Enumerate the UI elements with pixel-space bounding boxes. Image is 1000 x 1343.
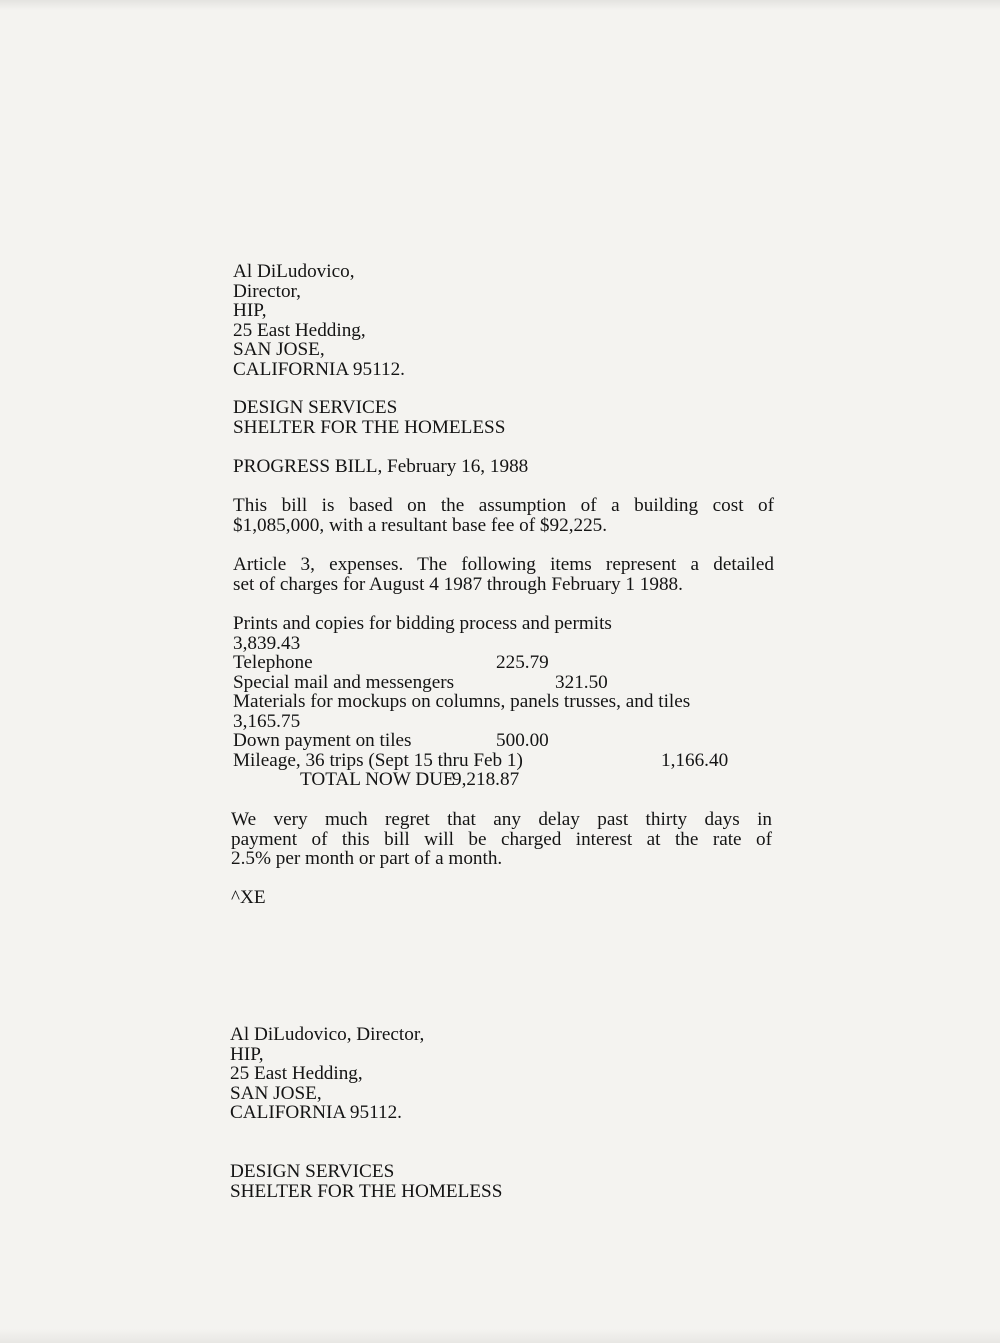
subject-line: SHELTER FOR THE HOMELESS (230, 1180, 503, 1202)
paragraph-line: $1,085,000, with a resultant base fee of $92,225. (233, 514, 608, 536)
item-label: Telephone (233, 652, 313, 673)
paragraph-line: 2.5% per month or part of a month. (231, 848, 503, 869)
paragraph-line: This bill is based on the assumption of a building cost of (233, 495, 774, 516)
item-label: Special mail and messengers (233, 671, 455, 693)
paragraph-line: payment of this bill will be charged interest at the rate of (231, 828, 772, 850)
subject-line: SHELTER FOR THE HOMELESS (233, 416, 506, 438)
item-amount: 1,166.40 (661, 749, 729, 771)
paragraph-interest (231, 810, 772, 869)
subject-line: DESIGN SERVICES (230, 1161, 395, 1182)
item-label: Prints and copies for bidding process and permits (233, 613, 612, 634)
address-line: SAN JOSE, (233, 339, 325, 360)
expense-items (233, 614, 793, 790)
recipient-address (233, 262, 405, 379)
paragraph-line: set of charges for August 4 1987 through February 1 1988. (233, 573, 683, 595)
address-line: CALIFORNIA 95112. (230, 1102, 402, 1123)
address-line: 25 East Hedding, (233, 319, 366, 341)
item-label: Mileage, 36 trips (Sept 15 thru Feb 1) (233, 749, 523, 771)
item-label: Down payment on tiles (233, 730, 412, 751)
total-amount: 9,218.87 (452, 769, 520, 790)
subject-block (233, 398, 505, 437)
control-code: ^XE (231, 887, 266, 908)
address-line: CALIFORNIA 95112. (233, 358, 405, 380)
address-line: SAN JOSE, (230, 1082, 322, 1104)
paragraph-line: We very much regret that any delay past thirty days in (231, 809, 772, 830)
bill-heading: PROGRESS BILL, February 16, 1988 (233, 456, 529, 477)
page-top-edge (0, 0, 1000, 10)
item-amount: 3,165.75 (233, 710, 301, 732)
second-recipient-address (230, 1025, 424, 1123)
expense-item-materials-amount (233, 712, 793, 732)
address-line: Al DiLudovico, Director, (230, 1024, 425, 1045)
second-subject-block (230, 1162, 502, 1201)
page-bottom-edge (0, 1329, 1000, 1343)
paragraph-building-cost (233, 496, 774, 535)
expense-item-materials (233, 692, 793, 712)
expense-item-telephone (233, 653, 793, 673)
total-due-row (233, 770, 793, 790)
item-amount: 3,839.43 (233, 632, 301, 654)
paragraph-line: Article 3, expenses. The following items represent a detailed (233, 554, 774, 575)
expense-item-tiles (233, 731, 793, 751)
paragraph-expenses (233, 555, 774, 594)
item-label: Materials for mockups on columns, panels trusses, and tiles (233, 691, 691, 712)
expense-item-mail (233, 673, 793, 693)
address-line: Al DiLudovico, (233, 261, 355, 282)
address-line: Director, (233, 280, 301, 302)
address-line: 25 East Hedding, (230, 1063, 363, 1084)
address-line: HIP, (233, 300, 267, 321)
item-amount: 321.50 (555, 671, 608, 693)
expense-item-prints (233, 614, 793, 634)
total-label: TOTAL NOW DUE (300, 769, 455, 790)
subject-line: DESIGN SERVICES (233, 397, 398, 418)
expense-item-mileage (233, 751, 793, 771)
address-line: HIP, (230, 1043, 264, 1065)
item-amount: 225.79 (496, 652, 549, 673)
item-amount: 500.00 (496, 730, 549, 751)
expense-item-prints-amount (233, 634, 793, 654)
